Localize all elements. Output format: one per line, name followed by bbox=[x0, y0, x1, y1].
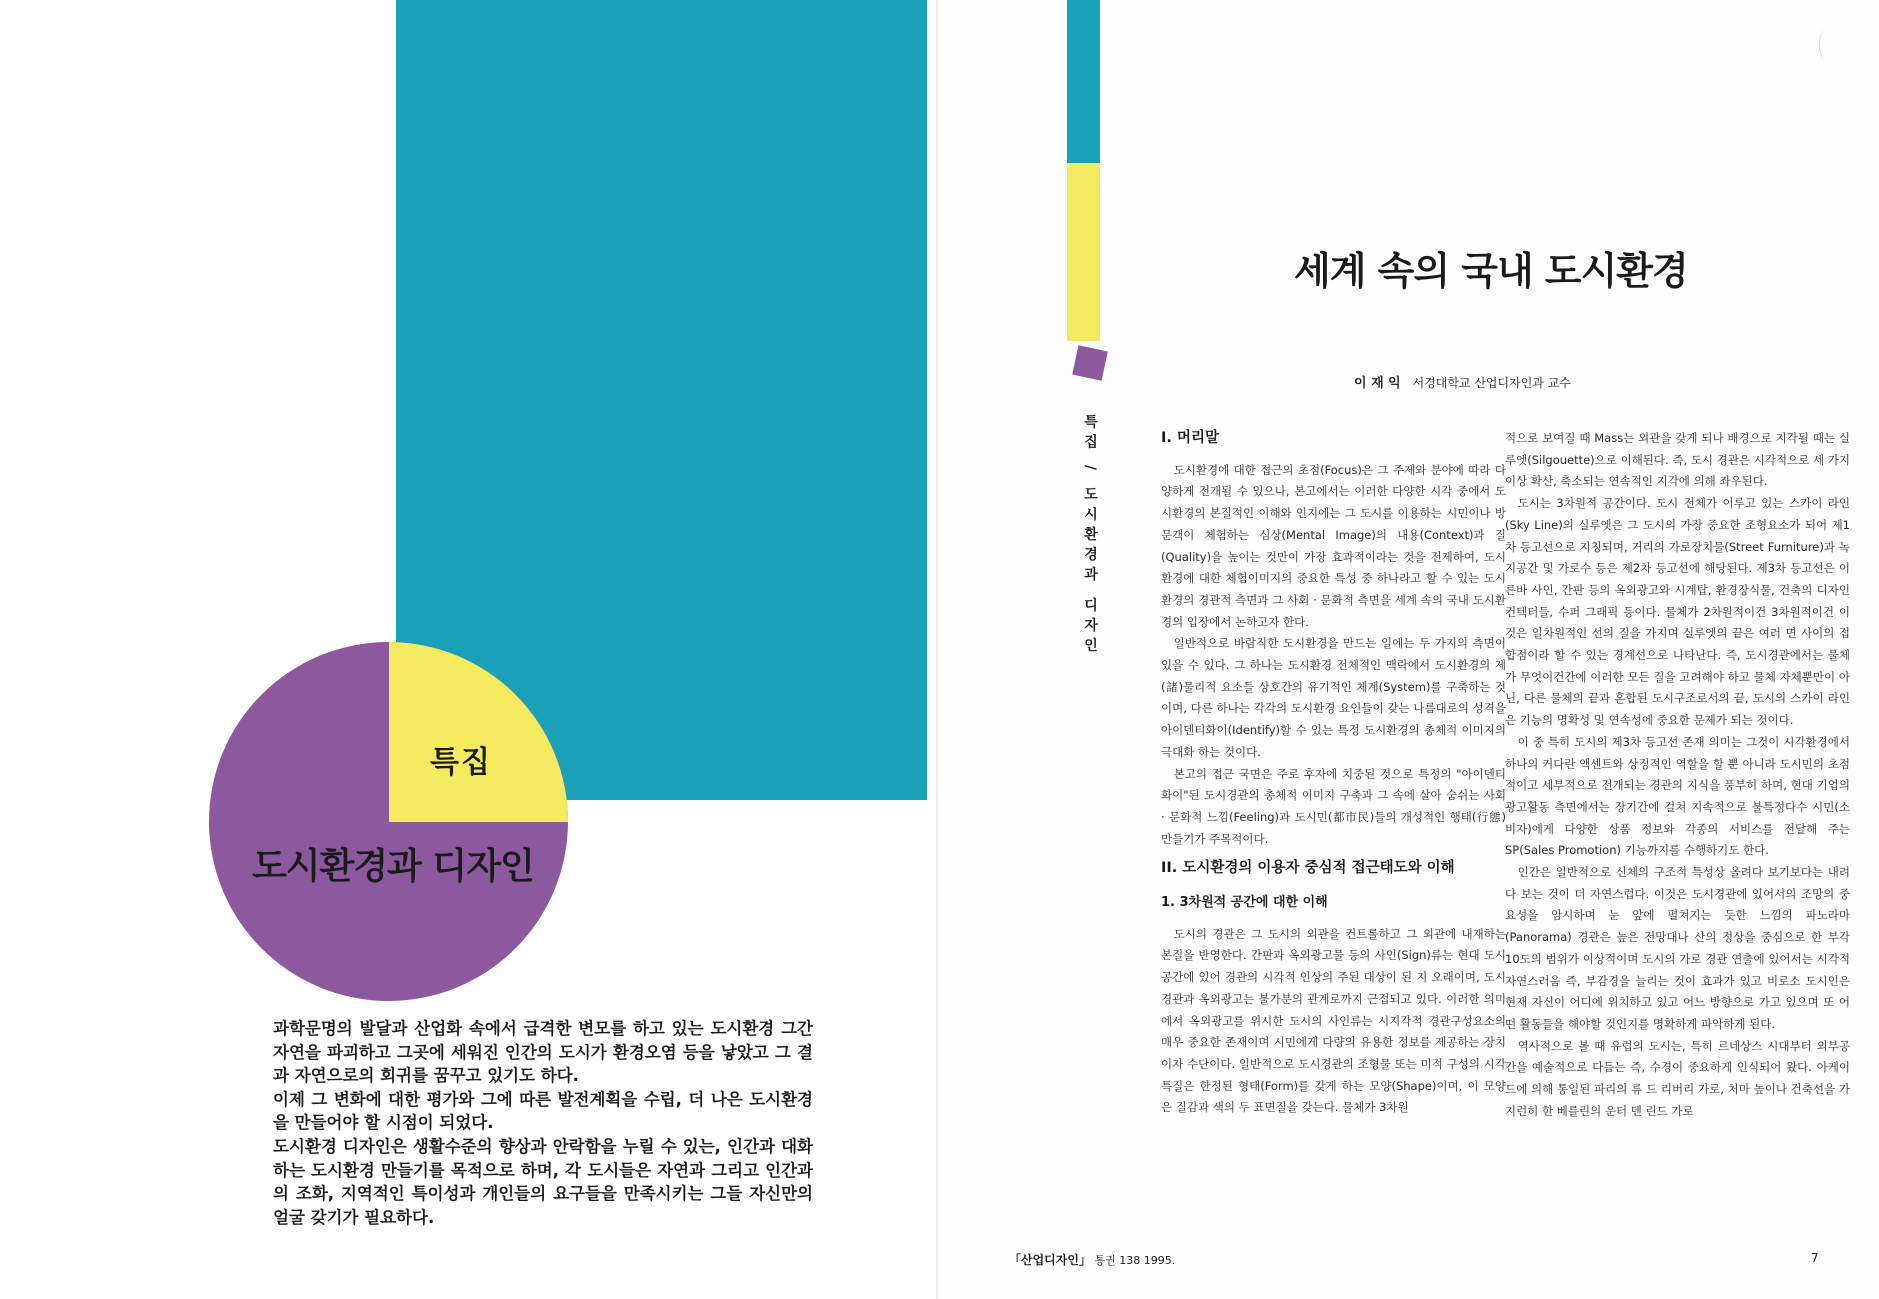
intro-paragraph: 과학문명의 발달과 산업화 속에서 급격한 변모를 하고 있는 도시환경 그간 자연을 파괴하고 그곳에 세워진 인간의 도시가 환경오염 등을 낳았고 그 결과 자연으로의 회귀를 꿈꾸고 있기도 하다. bbox=[273, 1019, 813, 1086]
teal-bar bbox=[1067, 0, 1100, 163]
page-number: 7 bbox=[1811, 1251, 1819, 1265]
text-column-left bbox=[1161, 428, 1506, 1119]
vertical-section-label: 특집 / 도시환경과 디자인 bbox=[1082, 414, 1098, 658]
footer-magazine bbox=[1009, 1251, 1175, 1268]
section-heading: II. 도시환경의 이용자 중심적 접근태도와 이해 bbox=[1161, 860, 1455, 877]
yellow-bar bbox=[1067, 163, 1100, 341]
footer-magazine-name: 「산업디자인」 bbox=[1009, 1253, 1091, 1267]
body-paragraph: 적으로 보여질 때 Mass는 외관을 갖게 되나 배경으로 지각될 때는 실루엣(Silgouette)으로 이해된다. 즉, 도시 경관은 시각적으로 세 가지 이상 확산, 축소되는 연속적인 지각에 의해 좌우된다. bbox=[1505, 431, 1850, 489]
feature-title: 도시환경과 디자인 bbox=[252, 846, 534, 887]
special-feature-label: 특집 bbox=[430, 745, 492, 780]
body-paragraph: 인간은 일반적으로 신체의 구조적 특성상 올려다 보기보다는 내려다 보는 것이 더 자연스럽다. 이것은 도시경관에 있어서의 조망의 중요성을 암시하며 눈 앞에 펼쳐지는 듯한 느낌의 파노라마(Panorama) 경관은 높은 전망대나 산의 정상을 중심으로 한 부각 10도의 범위가 이상적이며 도시의 가로 경관 연출에 있어서는 시각적 자연스러움 즉, 부감경을 늘리는 것이 효과가 있고 비로소 도시인은 현재 자신이 어디에 위치하고 있고 어느 방향으로 가고 있으며 또 어떤 활동들을 해야할 것인지를 명확하게 파악하게 된다. bbox=[1505, 865, 1850, 1031]
author-affiliation: 서경대학교 산업디자인과 교수 bbox=[1412, 376, 1571, 390]
subsection-heading: 1. 3차원적 공간에 대한 이해 bbox=[1161, 895, 1328, 911]
body-paragraph: 도시는 3차원적 공간이다. 도시 전체가 이루고 있는 스카이 라인(Sky Line)의 실루엣은 그 도시의 가장 중요한 조형요소가 되어 제1차 등고선으로 지칭되며, 거리의 가로장치물(Street Furniture)과 녹지공간 및 가로수 등은 제2차 등고선에 해당된다. 제3차 등고선은 이른바 사인, 간판 등의 옥외광고와 시계탑, 환경장식물, 건축의 디자인컨텍터들, 수퍼 그래픽 등이다. 물체가 2차원적이건 3차원적이건 이것은 일차원적인 선의 질을 가지며 실루엣의 끝은 여러 면 사이의 접합점이라 할 수 있는 경계선으로 나타난다. 즉, 도시경관에서는 물체가 무엇이건간에 이러한 모든 질을 고려해야 하고 물체 자체뿐만이 아닌, 다른 물체의 끝과 혼합된 도시구조로서의 끝, 도시의 스카이 라인은 기능의 명확성 및 연속성에 중요한 문제가 되는 것이다. bbox=[1505, 496, 1850, 728]
footer-issue: 통권 138 1995. bbox=[1094, 1254, 1176, 1267]
corner-mark bbox=[1819, 30, 1832, 60]
intro-paragraph: 도시환경 디자인은 생활수준의 향상과 안락함을 누릴 수 있는, 인간과 대화하는 도시환경 만들기를 목적으로 하며, 각 도시들은 자연과 그리고 인간과의 조화, 지역적인 특이성과 개인들의 요구들을 만족시키는 그들 자신만의 얼굴 갖기가 필요하다. bbox=[273, 1136, 813, 1227]
article-title: 세계 속의 국내 도시환경 bbox=[1294, 249, 1688, 293]
body-paragraph: 일반적으로 바람직한 도시환경을 만드는 일에는 두 가지의 측면이 있을 수 있다. 그 하나는 도시환경 전체적인 맥락에서 도시환경의 제(諸)물리적 요소들 상호간의 유기적인 체계(System)를 구축하는 것이며, 다른 하나는 각각의 도시환경 요인들이 갖는 나름대로의 성격을 아이덴티화이(Identify)할 수 있는 특정 도시환경의 총체적 이미지의 극대화 하는 것이다. bbox=[1161, 636, 1506, 759]
body-paragraph: 본고의 접근 국면은 주로 후자에 치중된 것으로 특정의 "아이덴티화이"된 도시경관의 총체적 이미지 구축과 그 속에 살아 숨쉬는 사회 · 문화적 느낌(Feeling)과 도시민(都市民)들의 개성적인 행태(行態) 만들기가 주목적이다. bbox=[1161, 766, 1506, 846]
author-name: 이 재 익 bbox=[1354, 376, 1401, 391]
yellow-quadrant bbox=[389, 642, 569, 822]
body-paragraph: 이 중 특히 도시의 제3차 등고선 존재 의미는 그것이 시각환경에서 하나의 커다란 액센트와 상징적인 역할을 할 뿐 아니라 도시민의 초점적이고 세부적으로 전개되는 경관의 지식을 풍부히 하며, 현대 기업의 광고활동 측면에서는 장기간에 걸쳐 지속적으로 불특정다수 시민(소비자)에게 다양한 상품 정보와 각종의 서비스를 전달해 주는 SP(Sales Promotion) 기능까지를 수행하기도 한다. bbox=[1505, 734, 1850, 858]
intro-paragraph: 이제 그 변화에 대한 평가와 그에 따른 발전계획을 수립, 더 나은 도시환경을 만들어야 할 시점이 되었다. bbox=[273, 1089, 813, 1133]
right-page bbox=[939, 0, 1879, 1299]
text-column-right bbox=[1505, 428, 1850, 1123]
section-heading: I. 머리말 bbox=[1161, 430, 1219, 446]
left-page bbox=[0, 0, 939, 1299]
feature-circle-graphic bbox=[209, 642, 568, 1001]
body-paragraph: 역사적으로 볼 때 유럽의 도시는, 특히 르네상스 시대부터 외부공간을 예술적으로 다듬는 즉, 수경이 중요하게 인식되어 왔다. 아케이드에 의해 통일된 파리의 류 드 리버리 가로, 처마 높이나 건축선을 가지런히 한 베를린의 운터 덴 린드 가로 bbox=[1505, 1038, 1850, 1118]
body-paragraph: 도시의 경관은 그 도시의 외관을 컨트롤하고 그 외관에 내재하는 본질을 반영한다. 간판과 옥외광고물 등의 사인(Sign)류는 현대 도시공간에 있어 경관의 시각적 인상의 주된 대상이 된 지 오래이며, 도시경관과 옥외광고는 불가분의 관계로까지 근접되고 있다. 이러한 의미에서 옥외광고를 위시한 도시의 사인류는 시지각적 경관구성요소의 매우 중요한 존재이며 시민에게 다량의 유용한 정보를 제공하는 장치이자 수단이다. 일반적으로 도시경관의 조형물 또는 미적 구성의 시각 특질은 한정된 형태(Form)를 갖게 하는 모양(Shape)이며, 이 모양은 질감과 색의 두 표면질을 갖는다. 물체가 3차원 bbox=[1161, 926, 1506, 1115]
author-line bbox=[1354, 372, 1571, 391]
purple-square-mark bbox=[1072, 345, 1108, 381]
body-paragraph: 도시환경에 대한 접근의 초점(Focus)은 그 주제와 분야에 따라 다양하게 전개될 수 있으나, 본고에서는 이러한 다양한 시각 중에서 도시환경의 본질적인 이해와 인지에는 그 도시를 이용하는 시민이나 방문객이 체험하는 심상(Mental Image)의 내용(Context)과 질(Quality)을 높이는 것만이 가장 효과적이라는 것을 전제하여, 도시환경에 대한 체험이미지의 중요한 특성 중 하나라고 할 수 있는 도시환경의 경관적 측면과 그 사회 · 문화적 측면을 세계 속의 국내 도시환경의 입장에서 논하고자 한다. bbox=[1161, 462, 1506, 629]
intro-text bbox=[273, 1017, 813, 1229]
